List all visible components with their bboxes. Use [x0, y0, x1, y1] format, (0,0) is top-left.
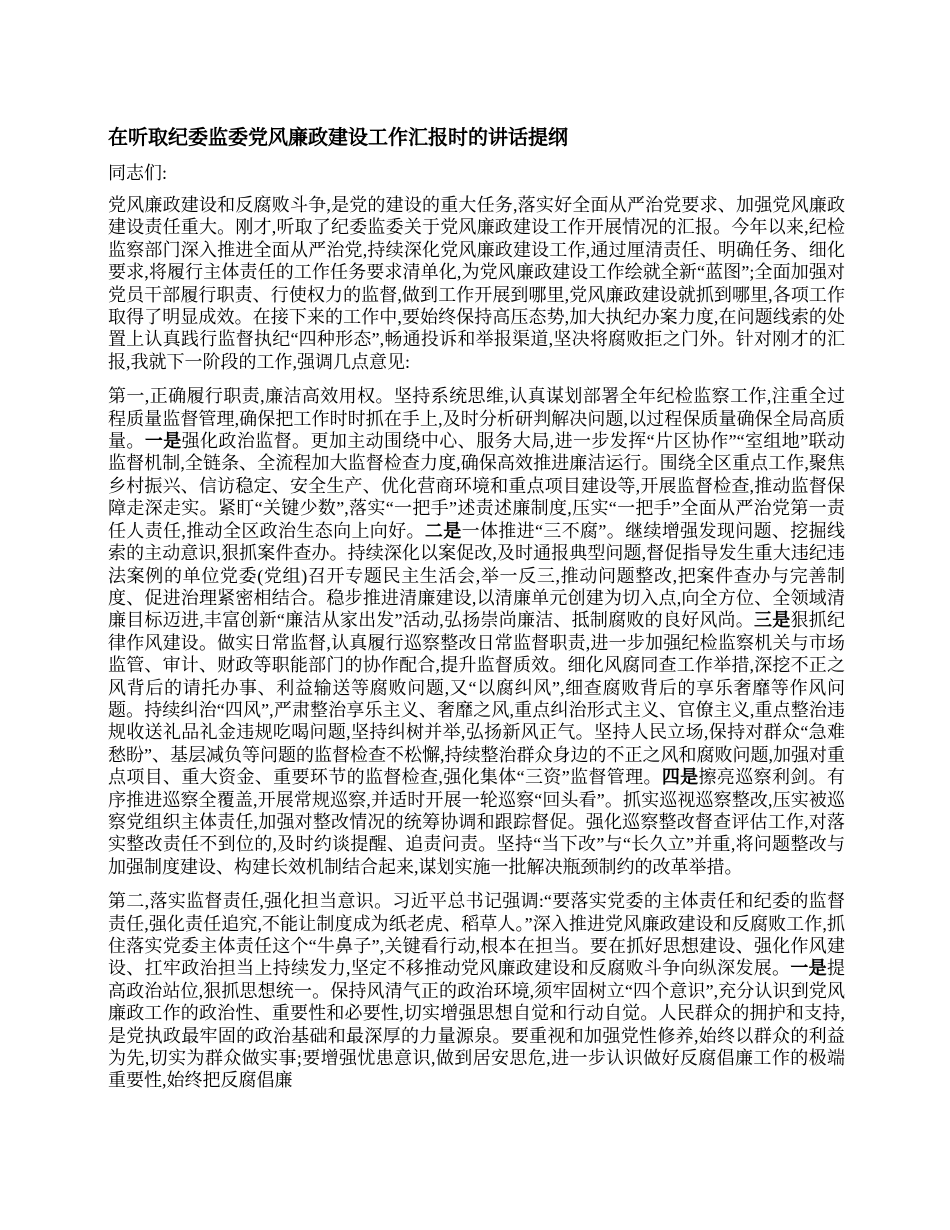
text-run: 强化政治监督。更加主动围绕中心、服务大局,进一步发挥“片区协作”“室组地”联动监督机制,全链条、全流程加大监督检查力度,确保高效推进廉洁运行。围绕全区重点工作,聚焦乡村振兴、信访稳定、安全生产、优化营商环境和重点项目建设等,开展监督检查,推动监督保障走深走实。紧盯“关键少数”,落实“一把手”述责述廉制度,压实“一把手”全面从严治党第一责任人责任,推动全区政治生态向上向好。: [108, 431, 845, 541]
text-run: 第一,正确履行职责,廉洁高效用权。坚持系统思维,认真谋划部署全年纪检监察工作,注重全过程质量监督管理,确保把工作时时抓在手上,及时分析研判解决问题,以过程保质量确保全局高质量。: [108, 386, 845, 452]
paragraph: [108, 890, 845, 1092]
document-body: [108, 194, 845, 1092]
salutation: 同志们:: [108, 163, 168, 183]
text-run: 第二,落实监督责任,强化担当意识。习近平总书记强调:“要落实党委的主体责任和纪委的监督责任,强化责任追究,不能让制度成为纸老虎、稻草人。”深入推进党风廉政建设和反腐败工作,抓住落实党委主体责任这个“牛鼻子”,关键看行动,根本在担当。要在抓好思想建设、强化作风建设、扛牢政治担当上持续发力,坚定不移推动党风廉政建设和反腐败斗争向纵深发展。: [108, 891, 845, 979]
paragraph: [108, 194, 845, 373]
paragraph: [108, 385, 845, 878]
text-run: 擦亮巡察利剑。有序推进巡察全覆盖,开展常规巡察,并适时开展一轮巡察“回头看”。抓实巡视巡察整改,压实被巡察党组织主体责任,加强对整改情况的统筹协调和跟踪督促。强化巡察整改督查评估工作,对落实整改责任不到位的,及时约谈提醒、追责问责。坚持“当下改”与“长久立”并重,将问题整改与加强制度建设、构建长效机制结合起来,谋划实施一批解决瓶颈制约的改革举措。: [108, 767, 846, 877]
text-run: 一体推进“三不腐”。继续增强发现问题、挖掘线索的主动意识,狠抓案件查办。持续深化以案促改,及时通报典型问题,督促指导发生重大违纪违法案例的单位党委(党组)召开专题民主生活会,举一反三,推动问题整改,把案件查办与完善制度、促进治理紧密相结合。稳步推进清廉建设,以清廉单元创建为切入点,向全方位、全领域清廉目标迈进,丰富创新“廉洁从家出发”活动,弘扬崇尚廉洁、抵制腐败的良好风尚。: [108, 520, 846, 631]
emphasis-run: 一是: [790, 958, 827, 979]
emphasis-run: 二是: [424, 520, 462, 541]
text-run: 狠抓纪律作风建设。做实日常监督,认真履行巡察整改日常监督职责,进一步加强纪检监察机关与市场监管、审计、财政等职能部门的协作配合,提升监督质效。细化风腐同查工作举措,深挖不正之风背后的请托办事、利益输送等腐败问题,又“以腐纠风”,细查腐败背后的享乐奢靡等作风问题。持续纠治“四风”,严肃整治享乐主义、奢靡之风,重点纠治形式主义、官僚主义,重点整治违规收送礼品礼金违规吃喝问题,坚持纠树并举,弘扬新风正气。坚持人民立场,保持对群众“急难愁盼”、基层减负等问题的监督检查不松懈,持续整治群众身边的不正之风和腐败问题,加强对重点项目、重大资金、重要环节的监督检查,强化集体“三资”监督管理。: [108, 610, 846, 788]
text-run: 党风廉政建设和反腐败斗争,是党的建设的重大任务,落实好全面从严治党要求、加强党风廉政建设责任重大。刚才,听取了纪委监委关于党风廉政建设工作开展情况的汇报。今年以来,纪检监察部门深入推进全面从严治党,持续深化党风廉政建设工作,通过厘清责任、明确任务、细化要求,将履行主体责任的工作任务要求清单化,为党风廉政建设工作绘就全新“蓝图”;全面加强对党员干部履行职责、行使权力的监督,做到工作开展到哪里,党风廉政建设就抓到哪里,各项工作取得了明显成效。在接下来的工作中,要始终保持高压态势,加大执纪办案力度,在问题线索的处置上认真践行监督执纪“四种形态”,畅通投诉和举报渠道,坚决将腐败拒之门外。针对刚才的汇报,我就下一阶段的工作,强调几点意见:: [108, 195, 845, 372]
document-title: 在听取纪委监委党风廉政建设工作汇报时的讲话提纲: [108, 127, 568, 149]
emphasis-run: 三是: [754, 610, 791, 631]
text-run: 提高政治站位,狠抓思想统一。保持风清气正的政治环境,须牢固树立“四个意识”,充分认识到党风廉政工作的政治性、重要性和必要性,切实增强思想自觉和行动自觉。人民群众的拥护和支持,是党执政最牢固的政治基础和最深厚的力量源泉。要重视和加强党性修养,始终以群众的利益为先,切实为群众做实事;要增强忧患意识,做到居安思危,进一步认识做好反腐倡廉工作的极端重要性,始终把反腐倡廉: [108, 958, 845, 1091]
emphasis-run: 一是: [144, 431, 182, 452]
emphasis-run: 四是: [661, 767, 699, 788]
